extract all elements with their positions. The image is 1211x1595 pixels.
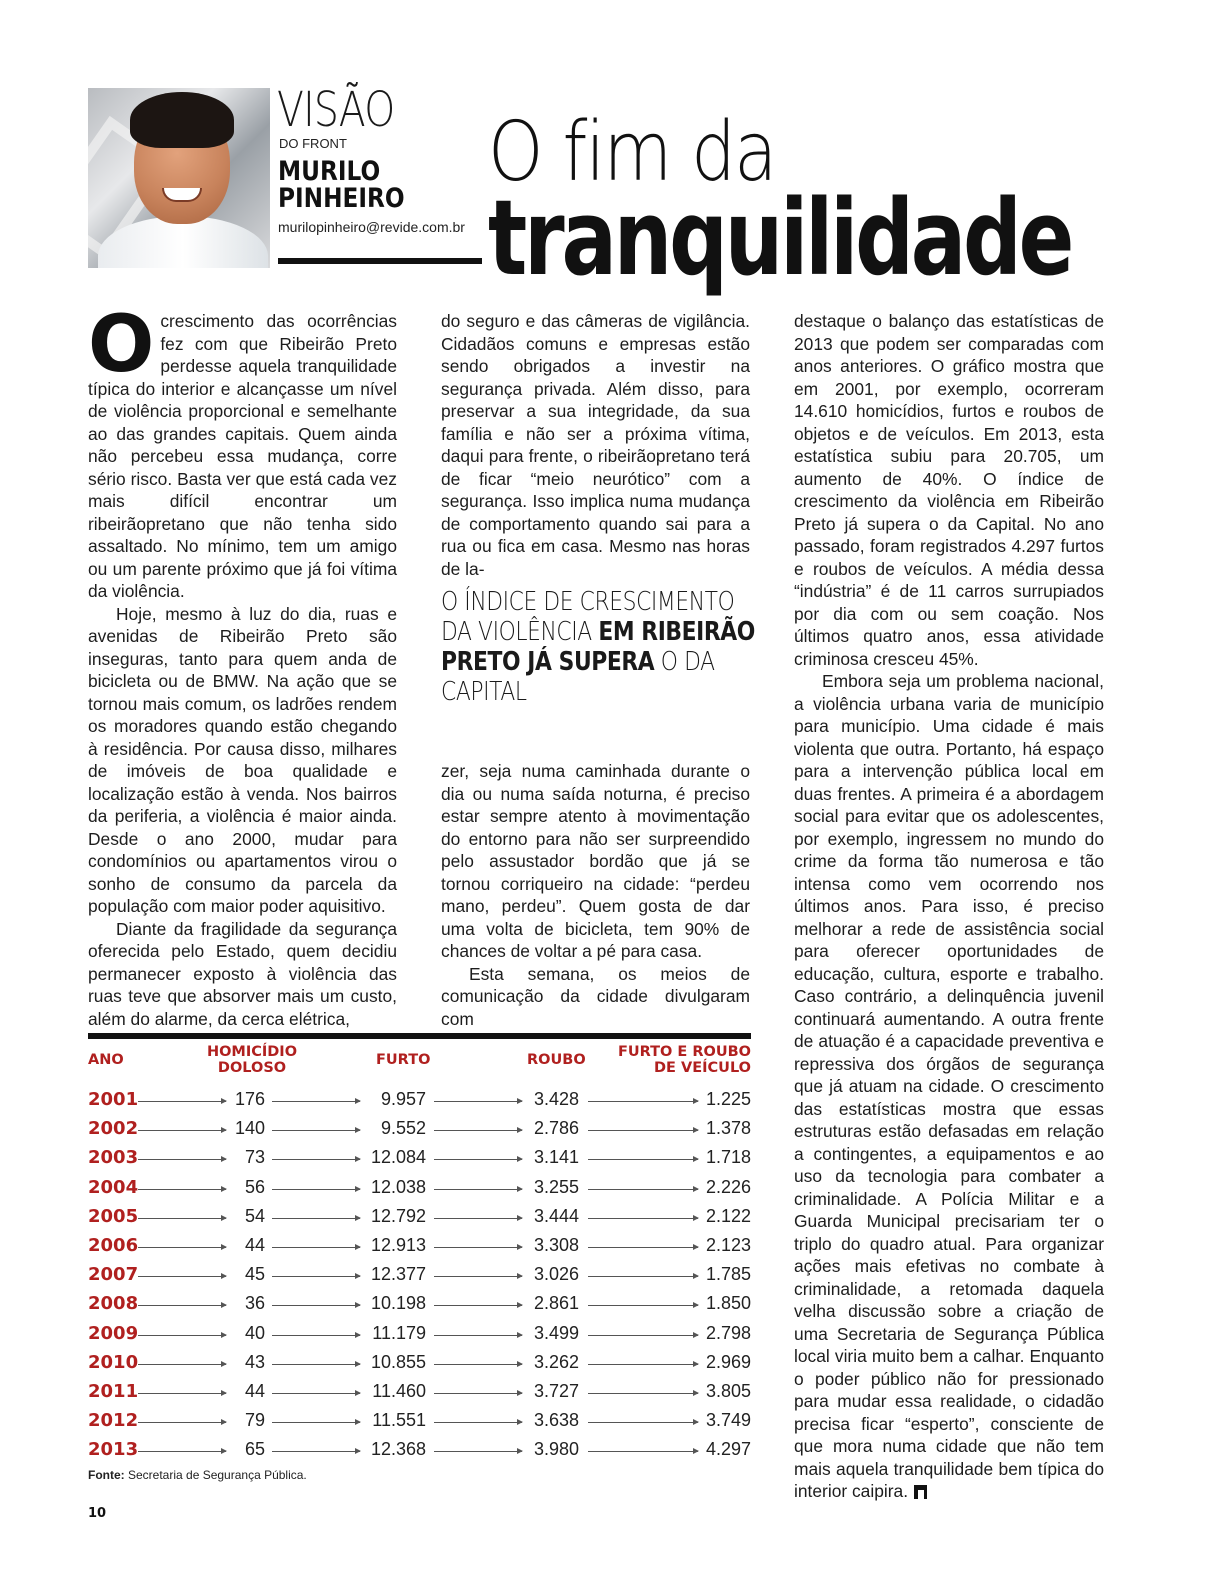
arrow xyxy=(434,1101,522,1102)
cell-furto: 11.179 xyxy=(372,1322,426,1343)
author-photo xyxy=(88,88,270,268)
paragraph: destaque o balanço das estatísticas de 2013 que podem ser comparadas com anos anteriores. O gráfico mostra que em 2001, por exemplo, ocorreram 14.610 homicídios, furtos e roubos de objetos e de veículos. Em 2013, esta estatística subiu para 20.705, um aumento de 40%. O índice de crescimento da violência em Ribeirão Preto já supera o da Capital. No ano passado, foram registrados 4.297 furtos e roubos de veículos. A média dessa “indústria” é de 11 carros surrupiados por dia com ou sem coação. Nos últimos quatro anos, essa atividade criminosa cresceu 45%. xyxy=(794,311,1104,669)
table-row xyxy=(88,1089,751,1115)
article-column-2-bottom xyxy=(441,760,750,1030)
arrow xyxy=(138,1101,226,1102)
arrow xyxy=(272,1189,360,1190)
paragraph: Embora seja um problema nacional, a violência urbana varia de município para município. Uma cidade é mais violenta que outra. Portanto, há espaço para a intervenção pública local em duas frentes. A primeira é a abordagem social para evitar que os adolescentes, por exemplo, ingressem no mundo do crime da forma tão numerosa e tão intensa como vem ocorrendo nos últimos anos. Para isso, é preciso melhorar a rede de assistência social para oferecer oportunidades de educação, cultura, esporte e trabalho. Caso contrário, a delinquência juvenil continuará aumentando. A outra frente de atuação é a capacidade preventiva e repressiva dos órgãos de segurança que já atuam na cidade. O crescimento das estatísticas mostra que essas estruturas estão defasadas em relação a contingentes, a equipamentos e ao uso da tecnologia para combater a criminalidade. A Polícia Militar e a Guarda Municipal precisariam ter o triplo do quadro atual. Para organizar ações mais efetivas no combate à criminalidade, a retomada daquela velha discussão sobre a criação de uma Secretaria de Segurança Pública local viria muito bem a calhar. Enquanto o poder público não for pressionado para mudar essa realidade, o cidadão precisa ficar “esperto”, consciente de que mora numa cidade que não tem mais aquela tranquilidade bem típica do interior caipira. xyxy=(794,671,1104,1501)
arrow xyxy=(272,1247,360,1248)
cell-homicidio: 43 xyxy=(244,1351,265,1372)
arrow xyxy=(588,1364,698,1365)
table-row xyxy=(88,1381,751,1407)
arrow xyxy=(588,1422,698,1423)
arrow xyxy=(434,1451,522,1452)
arrow xyxy=(434,1218,522,1219)
table-row xyxy=(88,1118,751,1144)
table-row xyxy=(88,1235,751,1261)
cell-veiculo: 2.226 xyxy=(705,1176,751,1197)
cell-roubo: 3.980 xyxy=(533,1439,579,1460)
arrow xyxy=(588,1305,698,1306)
paragraph: do seguro e das câmeras de vigilância. Cidadãos comuns e empresas estão sendo obrigados a investir na segurança privada. Além disso, para preservar a sua integridade, da sua família e não ser a próxima vítima, daqui para frente, o ribeirãopretano terá de ficar “meio neurótico” com a segurança. Isso implica numa mudança de comportamento quando sai para a rua ou fica em casa. Mesmo nas horas de la- xyxy=(441,311,750,579)
arrow xyxy=(272,1422,360,1423)
cell-year: 2010 xyxy=(88,1351,139,1373)
cell-furto: 12.377 xyxy=(370,1264,426,1285)
cell-homicidio: 36 xyxy=(244,1293,265,1314)
cell-veiculo: 1.785 xyxy=(705,1264,751,1285)
author-email: murilopinheiro@revide.com.br xyxy=(278,219,465,235)
arrow xyxy=(138,1335,226,1336)
section-title: VISÃO xyxy=(277,82,395,138)
author-name: MURILO PINHEIRO xyxy=(278,156,405,214)
cell-year: 2009 xyxy=(88,1322,139,1344)
header-veiculo: FURTO E ROUBO DE VEÍCULO xyxy=(617,1044,751,1076)
cell-veiculo: 1.850 xyxy=(705,1293,751,1314)
cell-roubo: 3.727 xyxy=(533,1381,579,1401)
cell-homicidio: 79 xyxy=(244,1410,265,1431)
table-row xyxy=(88,1147,751,1173)
arrow xyxy=(588,1335,698,1336)
cell-furto: 12.792 xyxy=(370,1205,426,1226)
cell-furto: 11.551 xyxy=(372,1410,426,1431)
arrow xyxy=(434,1159,522,1160)
cell-furto: 10.855 xyxy=(370,1351,426,1372)
cell-year: 2008 xyxy=(88,1293,139,1315)
arrow xyxy=(138,1218,226,1219)
table-row xyxy=(88,1410,751,1436)
paragraph: Ocrescimento das ocorrências fez com que Ribeirão Preto perdesse aquela tranquilidade típica do interior e alcançasse um nível de violência proporcional e semelhante ao das grandes capitais. Quem ainda não percebeu essa mudança, corre sério risco. Basta ver que está cada vez mais difícil encontrar um ribeirãopretano que não tenha sido assaltado. No mínimo, tem um amigo ou um parente próximo que já foi vítima da violência. xyxy=(88,300,397,601)
cell-roubo: 3.255 xyxy=(533,1176,579,1197)
arrow xyxy=(138,1422,226,1423)
arrow xyxy=(272,1451,360,1452)
cell-homicidio: 54 xyxy=(244,1205,265,1226)
header-ano: ANO xyxy=(88,1052,124,1068)
cell-year: 2003 xyxy=(88,1147,139,1169)
arrow xyxy=(588,1393,698,1394)
cell-veiculo: 2.969 xyxy=(705,1351,751,1372)
article-column-1 xyxy=(88,300,397,1030)
cell-homicidio: 45 xyxy=(244,1264,265,1285)
arrow xyxy=(434,1335,522,1336)
cell-furto: 12.084 xyxy=(370,1147,426,1168)
cell-veiculo: 2.122 xyxy=(705,1205,751,1226)
cell-roubo: 3.499 xyxy=(533,1322,579,1343)
arrow xyxy=(138,1364,226,1365)
cell-roubo: 3.444 xyxy=(533,1205,579,1226)
end-mark-icon xyxy=(914,1485,927,1499)
cell-roubo: 3.638 xyxy=(533,1410,579,1431)
cell-furto: 10.198 xyxy=(370,1293,426,1314)
arrow xyxy=(272,1159,360,1160)
arrow xyxy=(138,1130,226,1131)
cell-furto: 9.957 xyxy=(380,1089,426,1109)
header-homicidio: HOMICÍDIO DOLOSO xyxy=(206,1044,298,1076)
cell-veiculo: 2.798 xyxy=(705,1322,751,1343)
cell-furto: 9.552 xyxy=(380,1118,426,1139)
title-rule xyxy=(278,258,482,264)
cell-roubo: 2.861 xyxy=(533,1293,579,1314)
cell-year: 2011 xyxy=(88,1381,139,1402)
arrow xyxy=(272,1393,360,1394)
pull-quote: O ÍNDICE DE CRESCIMENTO DA VIOLÊNCIA EM RIBEIRÃO PRETO JÁ SUPERA O DA CAPITAL xyxy=(441,587,755,707)
cell-year: 2001 xyxy=(88,1089,139,1110)
cell-roubo: 3.141 xyxy=(533,1147,579,1168)
arrow xyxy=(434,1364,522,1365)
cell-year: 2002 xyxy=(88,1118,139,1140)
arrow xyxy=(138,1159,226,1160)
arrow xyxy=(434,1276,522,1277)
table-row xyxy=(88,1264,751,1290)
arrow xyxy=(138,1247,226,1248)
arrow xyxy=(272,1305,360,1306)
cell-roubo: 3.428 xyxy=(533,1089,579,1109)
arrow xyxy=(272,1101,360,1102)
cell-homicidio: 56 xyxy=(244,1176,265,1197)
arrow xyxy=(138,1393,226,1394)
table-row xyxy=(88,1293,751,1319)
paragraph: Hoje, mesmo à luz do dia, ruas e avenidas de Ribeirão Preto são inseguras, tanto para quem anda de bicicleta ou de BMW. Na ação que se tornou mais comum, os ladrões rendem os moradores quando estão chegando à residência. Por causa disso, milhares de imóveis de boa qualidade e localização estão à venda. Nos bairros da periferia, a violência é maior ainda. Desde o ano 2000, mudar para condomínios ou apartamentos virou o sonho de consumo da parcela da população com maior poder aquisitivo. xyxy=(88,603,397,916)
cell-homicidio: 176 xyxy=(234,1089,265,1109)
cell-veiculo: 2.123 xyxy=(705,1235,751,1255)
cell-year: 2007 xyxy=(88,1264,139,1286)
arrow xyxy=(272,1335,360,1336)
drop-cap: O xyxy=(88,300,155,390)
arrow xyxy=(434,1422,522,1423)
arrow xyxy=(588,1101,698,1102)
cell-homicidio: 44 xyxy=(244,1235,265,1255)
cell-homicidio: 40 xyxy=(244,1322,265,1343)
arrow xyxy=(434,1130,522,1131)
cell-roubo: 2.786 xyxy=(533,1118,579,1139)
cell-year: 2012 xyxy=(88,1410,139,1432)
cell-year: 2004 xyxy=(88,1176,139,1198)
table-row xyxy=(88,1177,751,1203)
arrow xyxy=(588,1218,698,1219)
header-furto: FURTO xyxy=(376,1052,431,1068)
arrow xyxy=(588,1451,698,1452)
arrow xyxy=(272,1218,360,1219)
cell-furto: 12.368 xyxy=(370,1439,426,1460)
table-source: Fonte: Secretaria de Segurança Pública. xyxy=(88,1468,307,1482)
paragraph: Diante da fragilidade da segurança oferecida pelo Estado, quem decidiu permanecer exposto à violência das ruas teve que absorver mais um custo, além do alarme, da cerca elétrica, xyxy=(88,918,397,1029)
cell-year: 2005 xyxy=(88,1205,139,1227)
table-row xyxy=(88,1439,751,1465)
table-row xyxy=(88,1352,751,1378)
cell-homicidio: 65 xyxy=(244,1439,265,1460)
cell-furto: 12.913 xyxy=(370,1235,426,1255)
arrow xyxy=(434,1393,522,1394)
arrow xyxy=(138,1305,226,1306)
cell-year: 2013 xyxy=(88,1439,139,1461)
arrow xyxy=(138,1276,226,1277)
section-subtitle: DO FRONT xyxy=(279,136,347,151)
cell-roubo: 3.308 xyxy=(533,1235,579,1255)
arrow xyxy=(138,1451,226,1452)
cell-roubo: 3.262 xyxy=(533,1351,579,1372)
arrow xyxy=(588,1130,698,1131)
arrow xyxy=(272,1276,360,1277)
paragraph: Esta semana, os meios de comunicação da cidade divulgaram com xyxy=(441,963,750,1029)
headline-light: O fim da xyxy=(488,105,776,200)
paragraph: zer, seja numa caminhada durante o dia ou numa saída noturna, é preciso estar sempre atento à movimentação do entorno para não ser surpreendido pelo assustador bordão que já se tornou corriqueiro na cidade: “perdeu mano, perdeu”. Quem gosta de dar uma volta de bicicleta, tem 90% de chances de voltar a pé para casa. xyxy=(441,761,750,961)
table-row xyxy=(88,1323,751,1349)
cell-veiculo: 3.749 xyxy=(705,1410,751,1431)
table-row xyxy=(88,1206,751,1232)
cell-homicidio: 44 xyxy=(244,1381,265,1401)
cell-veiculo: 1.378 xyxy=(705,1118,751,1139)
cell-furto: 11.460 xyxy=(372,1381,426,1401)
article-column-3 xyxy=(794,310,1104,1503)
cell-veiculo: 3.805 xyxy=(705,1381,751,1401)
arrow xyxy=(588,1276,698,1277)
table-top-rule xyxy=(88,1033,751,1039)
cell-veiculo: 1.718 xyxy=(705,1147,751,1168)
cell-roubo: 3.026 xyxy=(533,1264,579,1285)
arrow xyxy=(434,1247,522,1248)
headline-bold: tranquilidade xyxy=(488,177,1072,299)
arrow xyxy=(588,1189,698,1190)
article-column-2-top xyxy=(441,310,750,580)
arrow xyxy=(588,1247,698,1248)
arrow xyxy=(272,1130,360,1131)
arrow xyxy=(138,1189,226,1190)
arrow xyxy=(588,1159,698,1160)
cell-veiculo: 4.297 xyxy=(705,1439,751,1460)
page-number: 10 xyxy=(88,1506,107,1521)
cell-veiculo: 1.225 xyxy=(705,1089,751,1109)
cell-year: 2006 xyxy=(88,1235,139,1256)
arrow xyxy=(434,1305,522,1306)
arrow xyxy=(434,1189,522,1190)
header-roubo: ROUBO xyxy=(527,1052,586,1068)
cell-furto: 12.038 xyxy=(370,1176,426,1197)
cell-homicidio: 140 xyxy=(234,1118,265,1139)
cell-homicidio: 73 xyxy=(244,1147,265,1168)
arrow xyxy=(272,1364,360,1365)
